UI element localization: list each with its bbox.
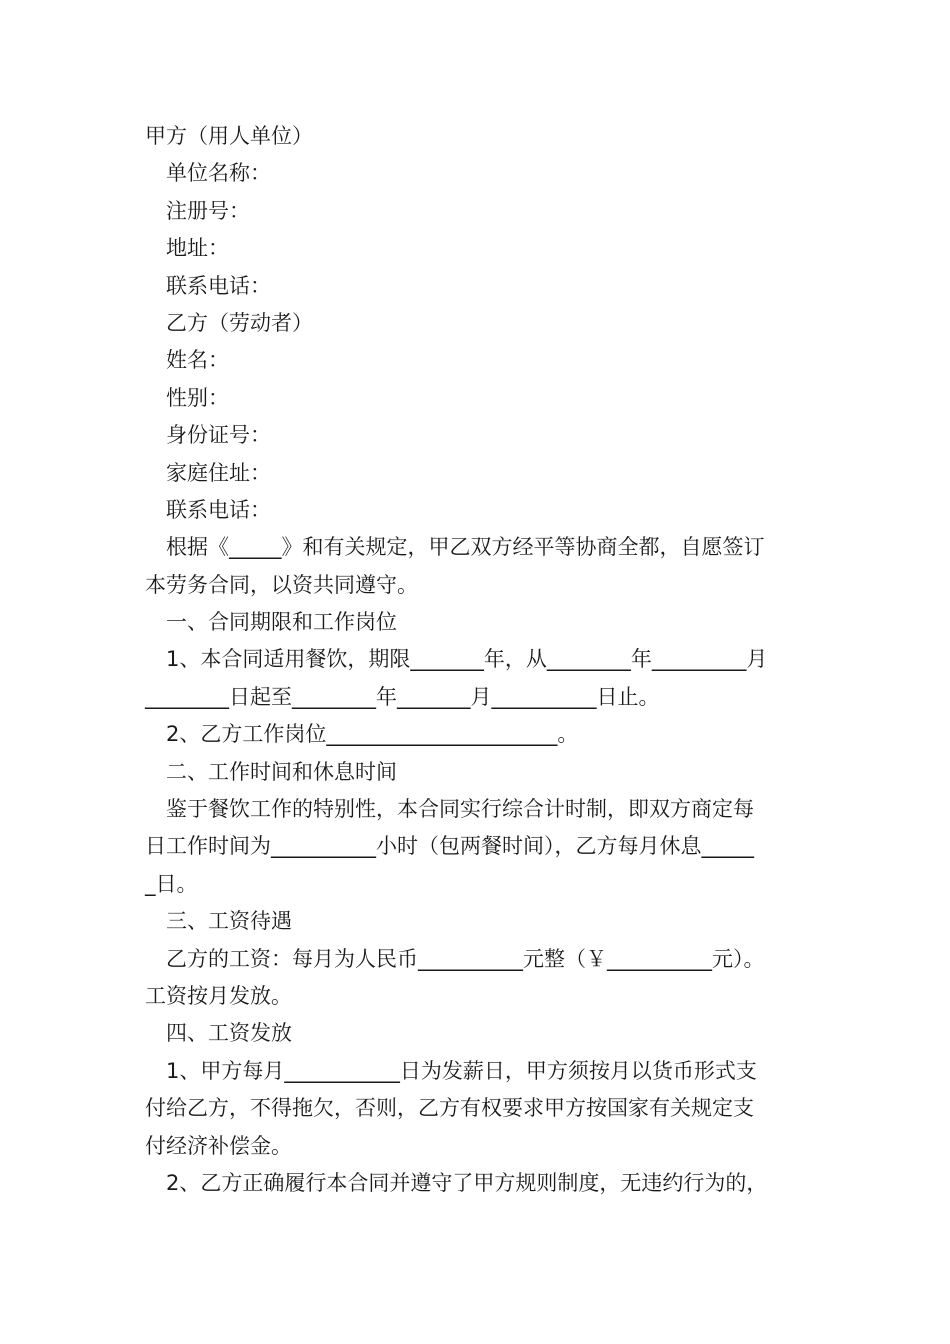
section-1-item-1-line-1: 1、本合同适用餐饮，期限_______年，从________年_________月: [166, 647, 768, 672]
section-3-line-1: 乙方的工资：每月为人民币__________元整（￥__________元）。: [166, 946, 765, 971]
document-body: [145, 118, 817, 1202]
party-b-phone: 联系电话：: [166, 497, 271, 522]
section-2-line-1: 鉴于餐饮工作的特别性，本合同实行综合计时制，即双方商定每: [166, 797, 754, 822]
section-4-item-1-line-3: 付经济补偿金。: [145, 1133, 292, 1158]
intro-line-1: 根据《_____》和有关规定，甲乙双方经平等协商全都，自愿签订: [166, 535, 765, 560]
party-b-heading: 乙方（劳动者）: [166, 310, 313, 335]
section-4-item-1-line-1: 1、甲方每月___________日为发薪日，甲方须按月以货币形式支: [166, 1058, 757, 1083]
party-b-gender: 性别：: [166, 385, 229, 410]
party-a-phone: 联系电话：: [166, 273, 271, 298]
section-4-item-2-line-1: 2、乙方正确履行本合同并遵守了甲方规则制度，无违约行为的，: [166, 1170, 768, 1195]
section-1-title: 一、合同期限和工作岗位: [166, 610, 397, 635]
party-a-reg-no: 注册号：: [166, 198, 250, 223]
party-b-id-no: 身份证号：: [166, 423, 271, 448]
section-3-title: 三、工资待遇: [166, 909, 292, 934]
section-3-line-2: 工资按月发放。: [145, 983, 292, 1008]
section-4-item-1-line-2: 付给乙方，不得拖欠，否则，乙方有权要求甲方按国家有关规定支: [145, 1096, 754, 1121]
section-1-item-2: 2、乙方工作岗位______________________。: [166, 722, 579, 747]
section-2-title: 二、工作时间和休息时间: [166, 759, 397, 784]
party-a-heading: 甲方（用人单位）: [145, 124, 313, 148]
party-a-address: 地址：: [166, 236, 229, 261]
party-a-unit-name: 单位名称：: [166, 161, 271, 186]
section-2-line-3: _日。: [145, 871, 198, 896]
intro-line-2: 本劳务合同，以资共同遵守。: [145, 572, 418, 597]
party-b-name: 姓名：: [166, 348, 229, 373]
section-2-line-2: 日工作时间为__________小时（包两餐时间），乙方每月休息_____: [145, 834, 754, 859]
party-b-home-address: 家庭住址：: [166, 460, 271, 485]
section-4-title: 四、工资发放: [166, 1021, 292, 1046]
section-1-item-1-line-2: ________日起至________年_______月__________日止。: [145, 684, 660, 709]
